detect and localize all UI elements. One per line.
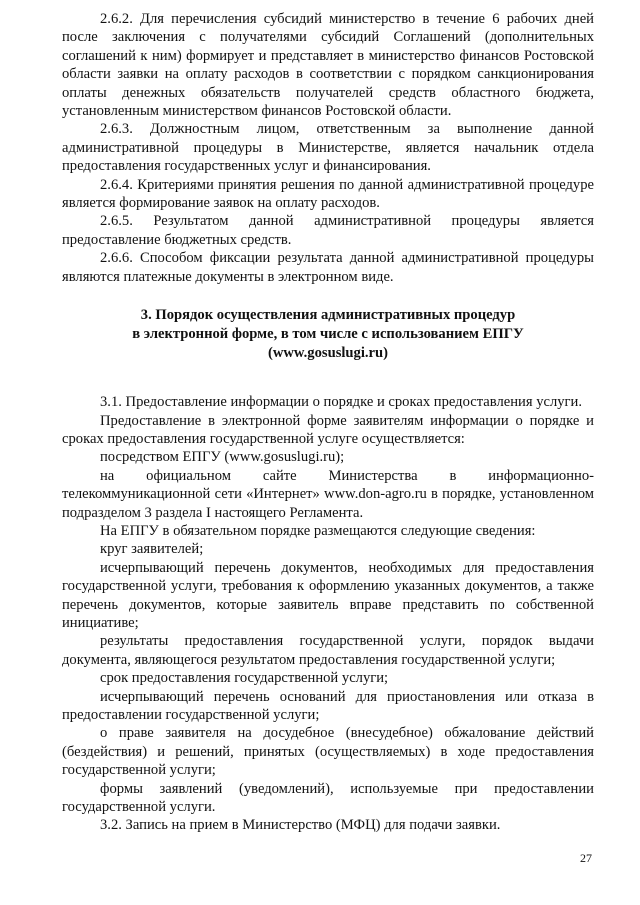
list-item-applicants: круг заявителей;	[100, 541, 204, 558]
list-item-appeal-right: о праве заявителя на досудебное (внесудебное) обжалование действий (бездействия) и решений, принятых (осуществляемых) в ходе предоставления государственной услуги;	[62, 725, 594, 779]
list-item-results: результаты предоставления государственной услуги, порядок выдачи документа, являющегося результатом предоставления государственной услуги;	[62, 633, 594, 668]
list-item-documents: исчерпывающий перечень документов, необходимых для предоставления государственной услуги, требования к оформлению указанных документов, а также перечень документов, которые заявитель вправе представить по собственной инициативе;	[62, 559, 594, 631]
page-content	[62, 10, 594, 835]
heading-line-1: 3. Порядок осуществления административных процедур	[140, 307, 516, 324]
paragraph-3-1: 3.1. Предоставление информации о порядке и сроках предоставления услуги.	[100, 394, 582, 411]
paragraph-2-6-6: 2.6.6. Способом фиксации результата данной административной процедуры являются платежные документы в электронном виде.	[62, 250, 594, 285]
paragraph-electronic-info: Предоставление в электронной форме заявителям информации о порядке и сроках предоставления государственной услуге осуществляется:	[62, 412, 594, 447]
paragraph-epgu-info: На ЕПГУ в обязательном порядке размещаются следующие сведения:	[100, 522, 536, 539]
paragraph-3-2: 3.2. Запись на прием в Министерство (МФЦ) для подачи заявки.	[100, 817, 501, 834]
heading-line-3: (www.gosuslugi.ru)	[267, 345, 388, 362]
list-item-ministry-site: на официальном сайте Министерства в информационно-телекоммуникационной сети «Интернет» www.don-agro.ru в порядке, установленном подразделом 3 раздела I настоящего Регламента.	[62, 467, 594, 521]
page-number: 27	[580, 851, 592, 865]
paragraph-2-6-3: 2.6.3. Должностным лицом, ответственным за выполнение данной административной процедуры в Министерстве, является начальник отдела предоставления государственных услуг и финансирования.	[62, 121, 594, 175]
heading-line-2: в электронной форме, в том числе с использованием ЕПГУ	[132, 326, 524, 343]
paragraph-2-6-4: 2.6.4. Критериями принятия решения по данной административной процедуре является формирование заявок на оплату расходов.	[62, 176, 594, 212]
paragraph-2-6-5: 2.6.5. Результатом данной административной процедуры является предоставление бюджетных средств.	[62, 213, 594, 248]
list-item-refusal-grounds: исчерпывающий перечень оснований для приостановления или отказа в предоставлении государственной услуги;	[62, 688, 594, 723]
list-item-forms: формы заявлений (уведомлений), используемые при предоставлении государственной услуги.	[62, 780, 594, 816]
section-3-heading	[62, 306, 594, 363]
list-item-term: срок предоставления государственной услуги;	[100, 670, 389, 687]
list-item-epgu: посредством ЕПГУ (www.gosuslugi.ru);	[100, 449, 345, 466]
paragraph-2-6-2: 2.6.2. Для перечисления субсидий министерство в течение 6 рабочих дней после заключения с получателями субсидий Соглашений (дополнительных соглашений к ним) формирует и представляет в министерство финансов Ростовской области заявки на оплату расходов в соответствии с порядком санкционирования оплаты денежных обязательств получателей средств областного бюджета, установленным министерством финансов Ростовской области.	[62, 11, 594, 120]
